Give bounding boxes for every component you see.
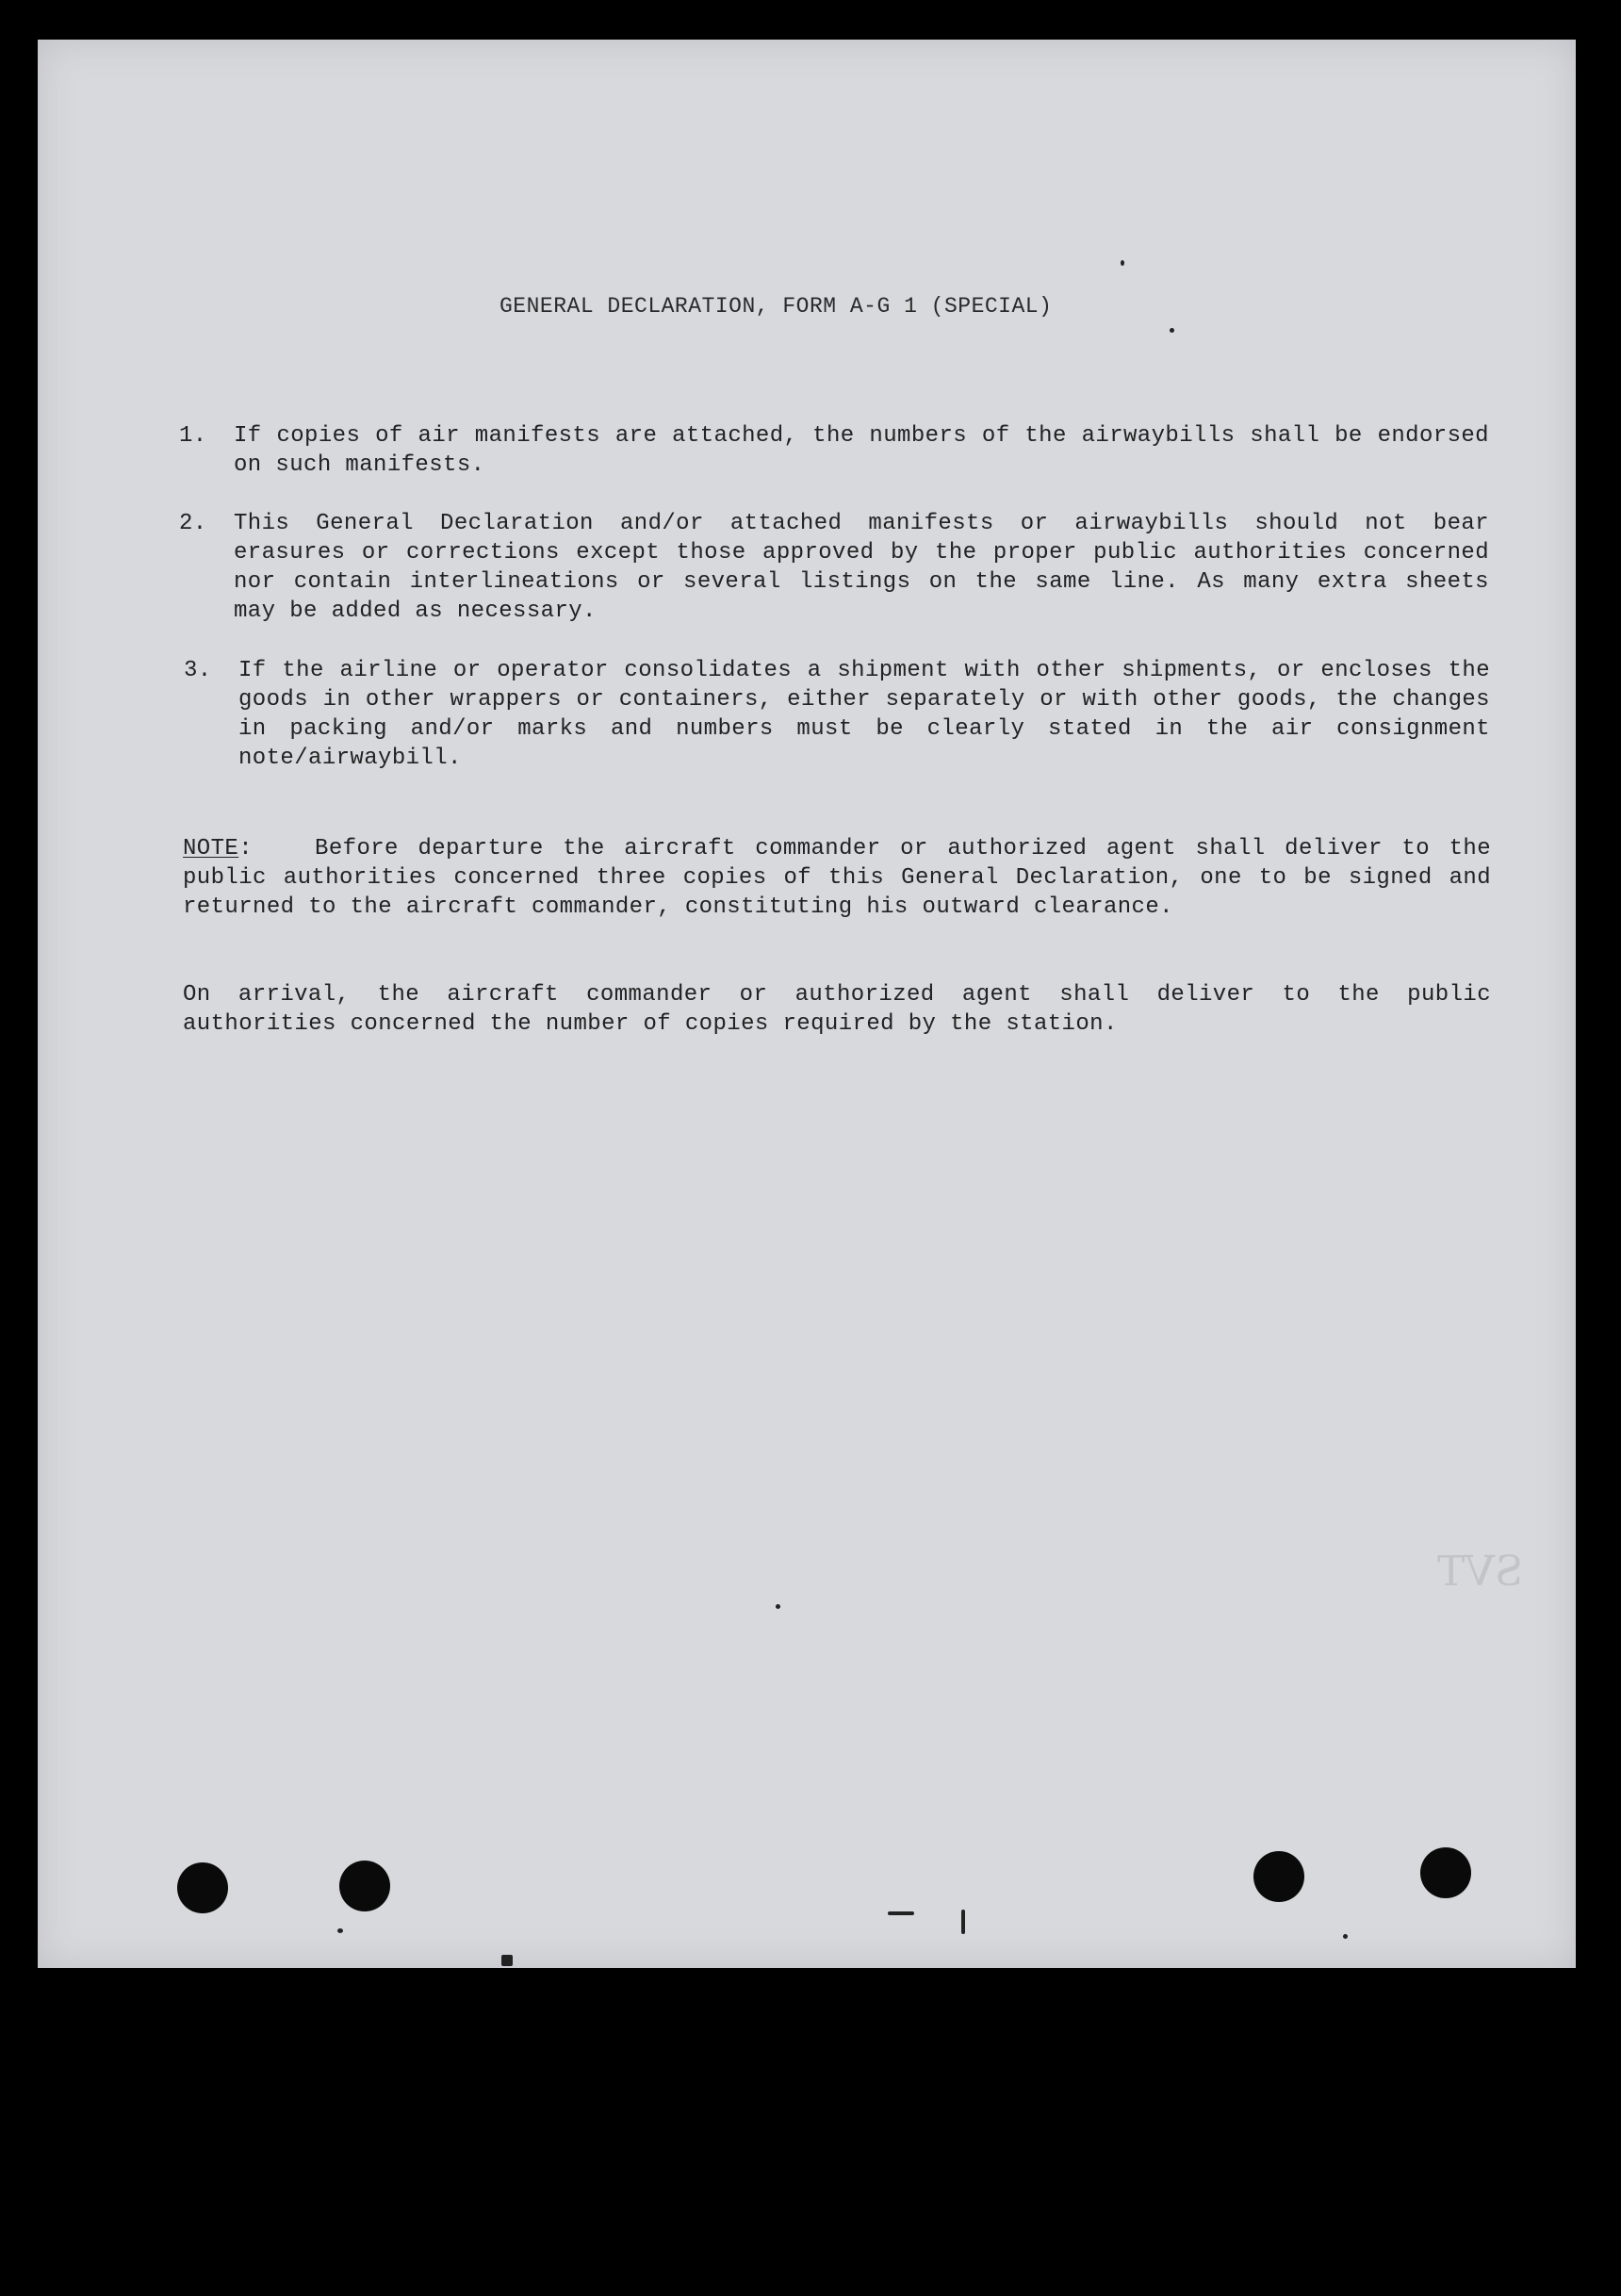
ink-speck <box>1170 328 1174 333</box>
ink-speck <box>501 1955 513 1966</box>
note-text: Before departure the aircraft commander or authorized agent shall deliver to the public authorities concerned three copies of this General Declaration, one to be signed and returned to the aircraft commander, constituting his outward clearance. <box>183 836 1491 920</box>
ink-speck <box>337 1928 343 1933</box>
arrival-paragraph: On arrival, the aircraft commander or authorized agent shall deliver to the public authorities concerned the number of copies required by the station. <box>183 982 1491 1037</box>
note-paragraph: NOTE: Before departure the aircraft commander or authorized agent shall deliver to the public authorities concerned three copies of this General Declaration, one to be signed and returned to the aircraft commander, constituting his outward clearance. <box>183 836 1491 920</box>
punch-hole <box>177 1862 228 1913</box>
item-number: 3. <box>184 658 212 683</box>
punch-hole <box>1253 1851 1304 1902</box>
ink-speck <box>1121 260 1124 266</box>
instruction-item-2 <box>179 509 1489 626</box>
item-text: This General Declaration and/or attached manifests or airwaybills should not bear erasures or corrections except those approved by the proper public authorities concerned nor contain interlineations or several listings on the same line. As many extra sheets may be added as necessary. <box>234 511 1489 624</box>
document-title: GENERAL DECLARATION, FORM A-G 1 (SPECIAL) <box>499 294 1053 319</box>
item-number: 2. <box>179 511 207 536</box>
ink-speck <box>888 1911 914 1915</box>
faint-bleedthrough-mark: SVT <box>1437 1548 1524 1596</box>
ink-speck <box>1343 1934 1348 1939</box>
punch-hole <box>339 1861 390 1911</box>
instruction-item-3 <box>184 656 1490 773</box>
item-number: 1. <box>179 423 207 449</box>
instruction-item-1 <box>179 421 1489 480</box>
note-label: NOTE <box>183 836 239 861</box>
item-text: If the airline or operator consolidates a shipment with other shipments, or encloses the goods in other wrappers or containers, either separately or with other goods, the changes in packing and/or marks and numbers must be clearly stated in the air consignment note/airwaybill. <box>238 658 1490 771</box>
document-page <box>38 40 1576 1968</box>
punch-hole <box>1420 1847 1471 1898</box>
ink-speck <box>961 1910 965 1934</box>
ink-speck <box>776 1604 780 1609</box>
item-text: If copies of air manifests are attached, the numbers of the airwaybills shall be endorsed on such manifests. <box>234 423 1489 478</box>
